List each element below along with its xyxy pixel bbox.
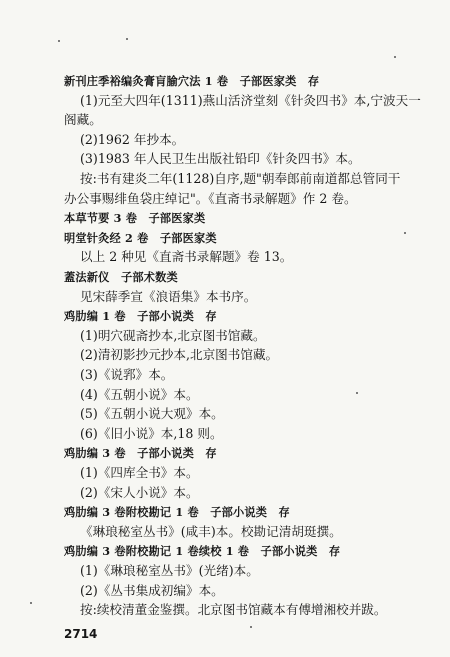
entry-note: (2)1962 年抄本。: [80, 131, 185, 147]
entry-note: 办公事赐绯鱼袋庄绰记"。《直斋书录解题》作 2 卷。: [64, 190, 357, 206]
entry-heading: 新刊庄季裕编灸膏肓腧穴法 1 卷 子部医家类 存: [64, 74, 320, 88]
entry-note: (3)《说郛》本。: [80, 367, 174, 382]
entry-note: (2)清初影抄元抄本,北京图书馆藏。: [80, 347, 279, 363]
scan-speck: [356, 392, 358, 394]
entry-note: (2)《宋人小说》本。: [80, 484, 199, 500]
scan-speck: [394, 56, 396, 58]
scan-speck: [250, 626, 252, 628]
entry-heading: 鸡肋编 3 卷附校勘记 1 卷续校 1 卷 子部小说类 存: [64, 544, 341, 559]
scan-speck: [58, 40, 60, 42]
entry-heading: 鸡肋编 1 卷 子部小说类 存: [64, 309, 217, 324]
entry-note: 《琳琅秘室丛书》(咸丰)本。校勘记清胡珽撰。: [80, 523, 342, 539]
entry-note: (2)《丛书集成初编》本。: [80, 582, 224, 598]
entry-heading: 鸡肋编 3 卷附校勘记 1 卷 子部小说类 存: [64, 505, 290, 520]
entry-heading: 蓋法新仪 子部术数类: [64, 270, 178, 284]
scan-speck: [30, 602, 32, 604]
entry-note: (1)元至大四年(1311)燕山活济堂刻《针灸四书》本,宁波天一: [80, 92, 421, 108]
scan-speck: [404, 232, 406, 234]
page-number: 2714: [64, 626, 98, 641]
entry-heading: 明堂针灸经 2 卷 子部医家类: [64, 230, 217, 245]
entry-note: (1)《四库全书》本。: [80, 465, 199, 480]
entry-note: (1)明穴砚斋抄本,北京图书馆藏。: [80, 327, 266, 343]
scan-speck: [126, 38, 128, 40]
entry-heading: 鸡肋编 3 卷 子部小说类 存: [64, 446, 217, 461]
entry-note: (4)《五朝小说》本。: [80, 386, 199, 402]
entry-note: 按:续校清董金鉴撰。北京图书馆藏本有傅增湘校并跋。: [80, 602, 387, 618]
entry-note: 见宋薛季宣《浪语集》本书序。: [80, 288, 257, 304]
entry-note: (6)《旧小说》本,18 则。: [80, 425, 223, 441]
entry-note: (3)1983 年人民卫生出版社铅印《针灸四书》本。: [80, 151, 361, 167]
entry-note: (1)《琳琅秘室丛书》(光绪)本。: [80, 563, 259, 578]
entry-heading: 本草节要 3 卷 子部医家类: [64, 211, 206, 226]
entry-note: 按:书有建炎二年(1128)自序,题"朝奉郎前南道都总管同干: [80, 171, 401, 186]
entry-note: (5)《五朝小说大观》本。: [80, 406, 224, 422]
entry-note: 以上 2 种见《直斋书录解题》卷 13。: [80, 249, 293, 265]
entry-note: 阁藏。: [64, 112, 102, 128]
